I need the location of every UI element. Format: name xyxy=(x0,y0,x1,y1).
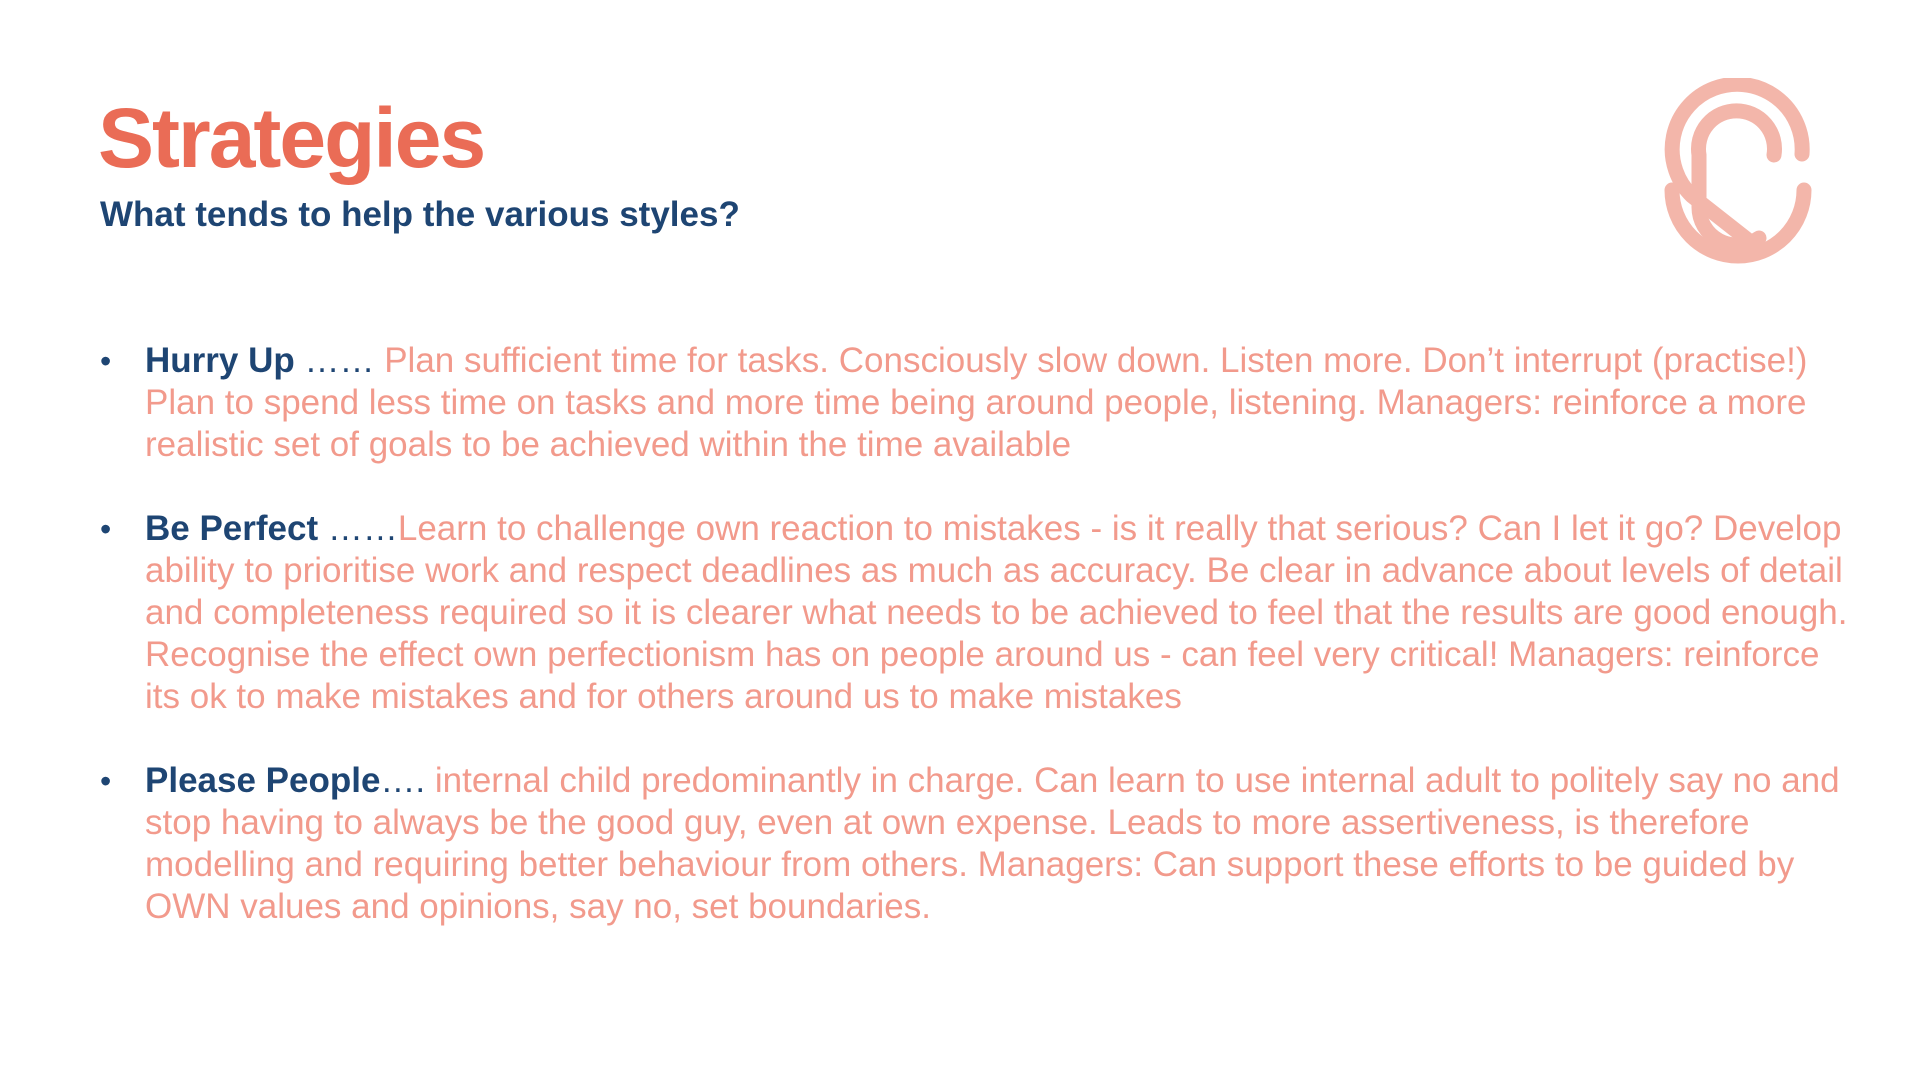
s-monogram-icon xyxy=(1662,78,1812,273)
strategy-text: Learn to challenge own reaction to mistakes - is it really that serious? Can I let it go? Develop ability to prioritise work and respect deadlines as much as accuracy. Be clear in advance about levels of detail and completeness required so it is clearer what needs to be achieved to feel that the results are good enough. Recognise the effect own perfectionism has on people around us - can feel very critical! Managers: reinforce its ok to make mistakes and for others around us to make mistakes xyxy=(145,509,1848,716)
slide-title: Strategies xyxy=(98,91,485,185)
strategy-heading: Be Perfect xyxy=(145,509,319,548)
bullet-dot-icon: • xyxy=(100,343,112,379)
strategy-item-hurry-up xyxy=(100,340,1850,466)
bullet-dot-icon: • xyxy=(100,511,112,547)
strategy-item-please-people xyxy=(100,760,1850,928)
strategy-text: internal child predominantly in charge. Can learn to use internal adult to politely say no and stop having to always be the good guy, even at own expense. Leads to more assertiveness, is therefore modelling and requiring better behaviour from others. Managers: Can support these efforts to be guided by OWN values and opinions, say no, set boundaries. xyxy=(145,761,1840,926)
strategy-list xyxy=(100,340,1850,970)
slide-subtitle: What tends to help the various styles? xyxy=(100,195,740,234)
strategy-heading: Hurry Up xyxy=(145,341,295,380)
strategy-ellipsis: …. xyxy=(380,761,435,800)
strategy-ellipsis: …… xyxy=(294,341,385,380)
strategy-text: Plan sufficient time for tasks. Consciously slow down. Listen more. Don’t interrupt (practise!) Plan to spend less time on tasks and more time being around people, listening. Managers: reinforce a more realistic set of goals to be achieved within the time available xyxy=(145,341,1808,464)
strategy-heading: Please People xyxy=(145,761,381,800)
bullet-dot-icon: • xyxy=(100,763,112,799)
strategy-ellipsis: …… xyxy=(318,509,398,548)
strategy-item-be-perfect xyxy=(100,508,1850,718)
